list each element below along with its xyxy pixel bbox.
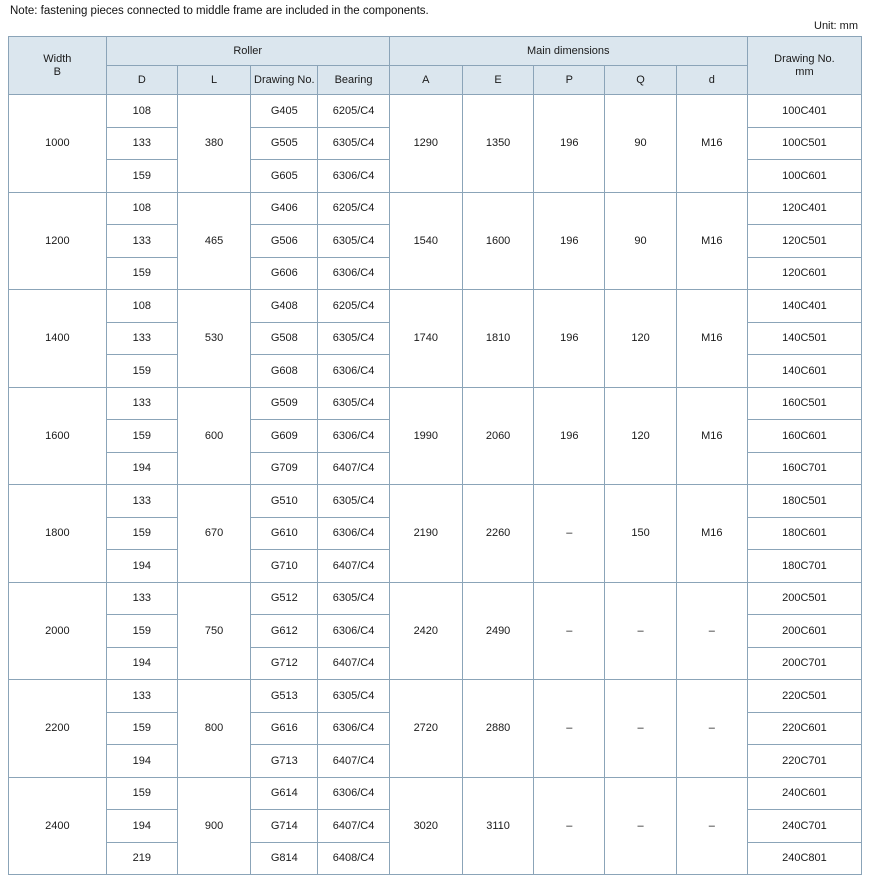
cell-dim-q: 150: [605, 485, 676, 583]
cell-width: 1000: [9, 95, 107, 193]
cell-roller-drawing-no: G606: [251, 257, 318, 290]
cell-roller-drawing-no: G710: [251, 550, 318, 583]
cell-roller-drawing-no: G408: [251, 290, 318, 323]
cell-roller-d: 159: [106, 712, 177, 745]
cell-roller-d: 194: [106, 745, 177, 778]
cell-dim-a: 1540: [389, 192, 462, 290]
cell-roller-d: 194: [106, 452, 177, 485]
table-row: [9, 777, 862, 810]
cell-drawing-no: 120C501: [747, 225, 861, 258]
header-width-sub: B: [53, 65, 62, 78]
cell-roller-d: 133: [106, 680, 177, 713]
cell-drawing-no: 240C801: [747, 842, 861, 875]
header-col-d: D: [106, 66, 177, 95]
cell-roller-drawing-no: G512: [251, 582, 318, 615]
cell-bearing: 6306/C4: [318, 420, 389, 453]
cell-roller-d: 159: [106, 517, 177, 550]
header-roller: Roller: [106, 37, 389, 66]
cell-bearing: 6306/C4: [318, 615, 389, 648]
cell-drawing-no: 180C501: [747, 485, 861, 518]
table-head: [9, 37, 862, 95]
cell-drawing-no: 220C701: [747, 745, 861, 778]
cell-bearing: 6306/C4: [318, 712, 389, 745]
header-drawing-no-label: Drawing No.: [774, 52, 835, 65]
cell-dim-e: 2490: [462, 582, 533, 680]
cell-dim-d: M16: [676, 290, 747, 388]
cell-roller-l: 465: [177, 192, 250, 290]
cell-dim-d: M16: [676, 485, 747, 583]
cell-roller-d: 194: [106, 647, 177, 680]
cell-roller-drawing-no: G712: [251, 647, 318, 680]
table-row: [9, 582, 862, 615]
cell-bearing: 6305/C4: [318, 127, 389, 160]
cell-dim-q: –: [605, 777, 676, 875]
cell-roller-drawing-no: G608: [251, 355, 318, 388]
cell-roller-d: 133: [106, 225, 177, 258]
table-row: [9, 290, 862, 323]
cell-bearing: 6305/C4: [318, 322, 389, 355]
cell-roller-d: 194: [106, 810, 177, 843]
cell-roller-drawing-no: G814: [251, 842, 318, 875]
cell-dim-d: M16: [676, 95, 747, 193]
header-row-top: [9, 37, 862, 66]
cell-dim-q: 120: [605, 290, 676, 388]
cell-roller-l: 600: [177, 387, 250, 485]
cell-roller-d: 133: [106, 322, 177, 355]
cell-roller-l: 530: [177, 290, 250, 388]
cell-roller-drawing-no: G508: [251, 322, 318, 355]
header-drawing-no-unit: mm: [795, 65, 814, 78]
note-text: Note: fastening pieces connected to middle frame are included in the components.: [10, 5, 429, 17]
cell-roller-drawing-no: G605: [251, 160, 318, 193]
cell-dim-p: –: [534, 582, 605, 680]
cell-roller-d: 133: [106, 582, 177, 615]
cell-roller-drawing-no: G609: [251, 420, 318, 453]
table-row: [9, 387, 862, 420]
cell-bearing: 6408/C4: [318, 842, 389, 875]
cell-roller-drawing-no: G509: [251, 387, 318, 420]
cell-roller-drawing-no: G505: [251, 127, 318, 160]
cell-roller-d: 108: [106, 192, 177, 225]
cell-roller-d: 159: [106, 355, 177, 388]
cell-bearing: 6205/C4: [318, 192, 389, 225]
table-row: [9, 680, 862, 713]
cell-roller-l: 380: [177, 95, 250, 193]
cell-bearing: 6306/C4: [318, 355, 389, 388]
header-row-sub: [9, 66, 862, 95]
cell-drawing-no: 240C701: [747, 810, 861, 843]
cell-drawing-no: 240C601: [747, 777, 861, 810]
cell-drawing-no: 200C501: [747, 582, 861, 615]
cell-roller-l: 670: [177, 485, 250, 583]
cell-width: 2200: [9, 680, 107, 778]
cell-bearing: 6407/C4: [318, 550, 389, 583]
cell-drawing-no: 200C601: [747, 615, 861, 648]
header-col-l: L: [177, 66, 250, 95]
cell-bearing: 6407/C4: [318, 810, 389, 843]
header-width: [9, 37, 107, 95]
header-col-bearing: Bearing: [318, 66, 389, 95]
cell-roller-d: 133: [106, 387, 177, 420]
header-col-d-thread: d: [676, 66, 747, 95]
table-row: [9, 485, 862, 518]
cell-roller-d: 159: [106, 160, 177, 193]
cell-roller-l: 800: [177, 680, 250, 778]
cell-bearing: 6305/C4: [318, 680, 389, 713]
cell-dim-a: 1290: [389, 95, 462, 193]
cell-dim-d: M16: [676, 192, 747, 290]
cell-dim-d: M16: [676, 387, 747, 485]
cell-dim-p: 196: [534, 290, 605, 388]
cell-drawing-no: 120C601: [747, 257, 861, 290]
header-main-dimensions: Main dimensions: [389, 37, 747, 66]
cell-roller-d: 194: [106, 550, 177, 583]
cell-dim-e: 1810: [462, 290, 533, 388]
cell-bearing: 6305/C4: [318, 485, 389, 518]
cell-bearing: 6407/C4: [318, 647, 389, 680]
cell-drawing-no: 160C701: [747, 452, 861, 485]
cell-dim-a: 1990: [389, 387, 462, 485]
cell-drawing-no: 100C401: [747, 95, 861, 128]
table-row: [9, 95, 862, 128]
cell-dim-e: 2060: [462, 387, 533, 485]
cell-dim-q: –: [605, 680, 676, 778]
cell-bearing: 6306/C4: [318, 160, 389, 193]
cell-dim-e: 2880: [462, 680, 533, 778]
cell-roller-d: 219: [106, 842, 177, 875]
cell-drawing-no: 120C401: [747, 192, 861, 225]
cell-roller-d: 108: [106, 290, 177, 323]
cell-dim-e: 1600: [462, 192, 533, 290]
cell-dim-e: 1350: [462, 95, 533, 193]
cell-width: 1200: [9, 192, 107, 290]
cell-roller-l: 900: [177, 777, 250, 875]
cell-bearing: 6407/C4: [318, 452, 389, 485]
cell-width: 2400: [9, 777, 107, 875]
cell-dim-e: 2260: [462, 485, 533, 583]
cell-drawing-no: 200C701: [747, 647, 861, 680]
cell-roller-drawing-no: G616: [251, 712, 318, 745]
cell-dim-p: –: [534, 680, 605, 778]
cell-roller-l: 750: [177, 582, 250, 680]
header-drawing-no: [747, 37, 861, 95]
cell-dim-d: –: [676, 777, 747, 875]
cell-drawing-no: 220C501: [747, 680, 861, 713]
cell-bearing: 6305/C4: [318, 225, 389, 258]
cell-bearing: 6205/C4: [318, 95, 389, 128]
cell-bearing: 6305/C4: [318, 582, 389, 615]
cell-roller-drawing-no: G714: [251, 810, 318, 843]
cell-dim-q: –: [605, 582, 676, 680]
cell-drawing-no: 160C601: [747, 420, 861, 453]
cell-dim-q: 90: [605, 95, 676, 193]
header-col-p: P: [534, 66, 605, 95]
cell-roller-d: 108: [106, 95, 177, 128]
cell-roller-drawing-no: G614: [251, 777, 318, 810]
cell-roller-drawing-no: G713: [251, 745, 318, 778]
cell-roller-drawing-no: G612: [251, 615, 318, 648]
cell-roller-drawing-no: G513: [251, 680, 318, 713]
cell-dim-d: –: [676, 680, 747, 778]
cell-dim-a: 1740: [389, 290, 462, 388]
table-body: [9, 95, 862, 875]
cell-drawing-no: 180C701: [747, 550, 861, 583]
cell-drawing-no: 220C601: [747, 712, 861, 745]
cell-drawing-no: 140C601: [747, 355, 861, 388]
cell-width: 1600: [9, 387, 107, 485]
unit-label: Unit: mm: [814, 20, 858, 32]
specification-table: [8, 36, 862, 875]
cell-drawing-no: 100C601: [747, 160, 861, 193]
cell-roller-d: 133: [106, 485, 177, 518]
cell-bearing: 6205/C4: [318, 290, 389, 323]
cell-drawing-no: 140C501: [747, 322, 861, 355]
cell-dim-a: 2420: [389, 582, 462, 680]
cell-bearing: 6305/C4: [318, 387, 389, 420]
cell-dim-p: 196: [534, 192, 605, 290]
cell-roller-d: 159: [106, 420, 177, 453]
header-col-a: A: [389, 66, 462, 95]
cell-width: 2000: [9, 582, 107, 680]
cell-dim-a: 2720: [389, 680, 462, 778]
cell-drawing-no: 100C501: [747, 127, 861, 160]
cell-roller-drawing-no: G610: [251, 517, 318, 550]
cell-width: 1800: [9, 485, 107, 583]
cell-roller-d: 159: [106, 777, 177, 810]
header-col-q: Q: [605, 66, 676, 95]
header-col-e: E: [462, 66, 533, 95]
cell-roller-drawing-no: G510: [251, 485, 318, 518]
cell-dim-q: 120: [605, 387, 676, 485]
cell-dim-p: –: [534, 485, 605, 583]
cell-width: 1400: [9, 290, 107, 388]
cell-dim-a: 2190: [389, 485, 462, 583]
cell-dim-p: 196: [534, 95, 605, 193]
cell-bearing: 6306/C4: [318, 257, 389, 290]
cell-dim-e: 3110: [462, 777, 533, 875]
header-width-label: Width: [43, 52, 72, 65]
cell-roller-drawing-no: G405: [251, 95, 318, 128]
cell-bearing: 6407/C4: [318, 745, 389, 778]
cell-dim-p: 196: [534, 387, 605, 485]
cell-roller-drawing-no: G709: [251, 452, 318, 485]
cell-drawing-no: 180C601: [747, 517, 861, 550]
cell-drawing-no: 140C401: [747, 290, 861, 323]
cell-roller-drawing-no: G506: [251, 225, 318, 258]
table-row: [9, 192, 862, 225]
cell-roller-drawing-no: G406: [251, 192, 318, 225]
cell-dim-d: –: [676, 582, 747, 680]
cell-drawing-no: 160C501: [747, 387, 861, 420]
cell-bearing: 6306/C4: [318, 517, 389, 550]
cell-roller-d: 159: [106, 257, 177, 290]
cell-roller-d: 159: [106, 615, 177, 648]
cell-dim-p: –: [534, 777, 605, 875]
cell-bearing: 6306/C4: [318, 777, 389, 810]
header-col-drawing-no: Drawing No.: [251, 66, 318, 95]
cell-dim-a: 3020: [389, 777, 462, 875]
cell-dim-q: 90: [605, 192, 676, 290]
cell-roller-d: 133: [106, 127, 177, 160]
